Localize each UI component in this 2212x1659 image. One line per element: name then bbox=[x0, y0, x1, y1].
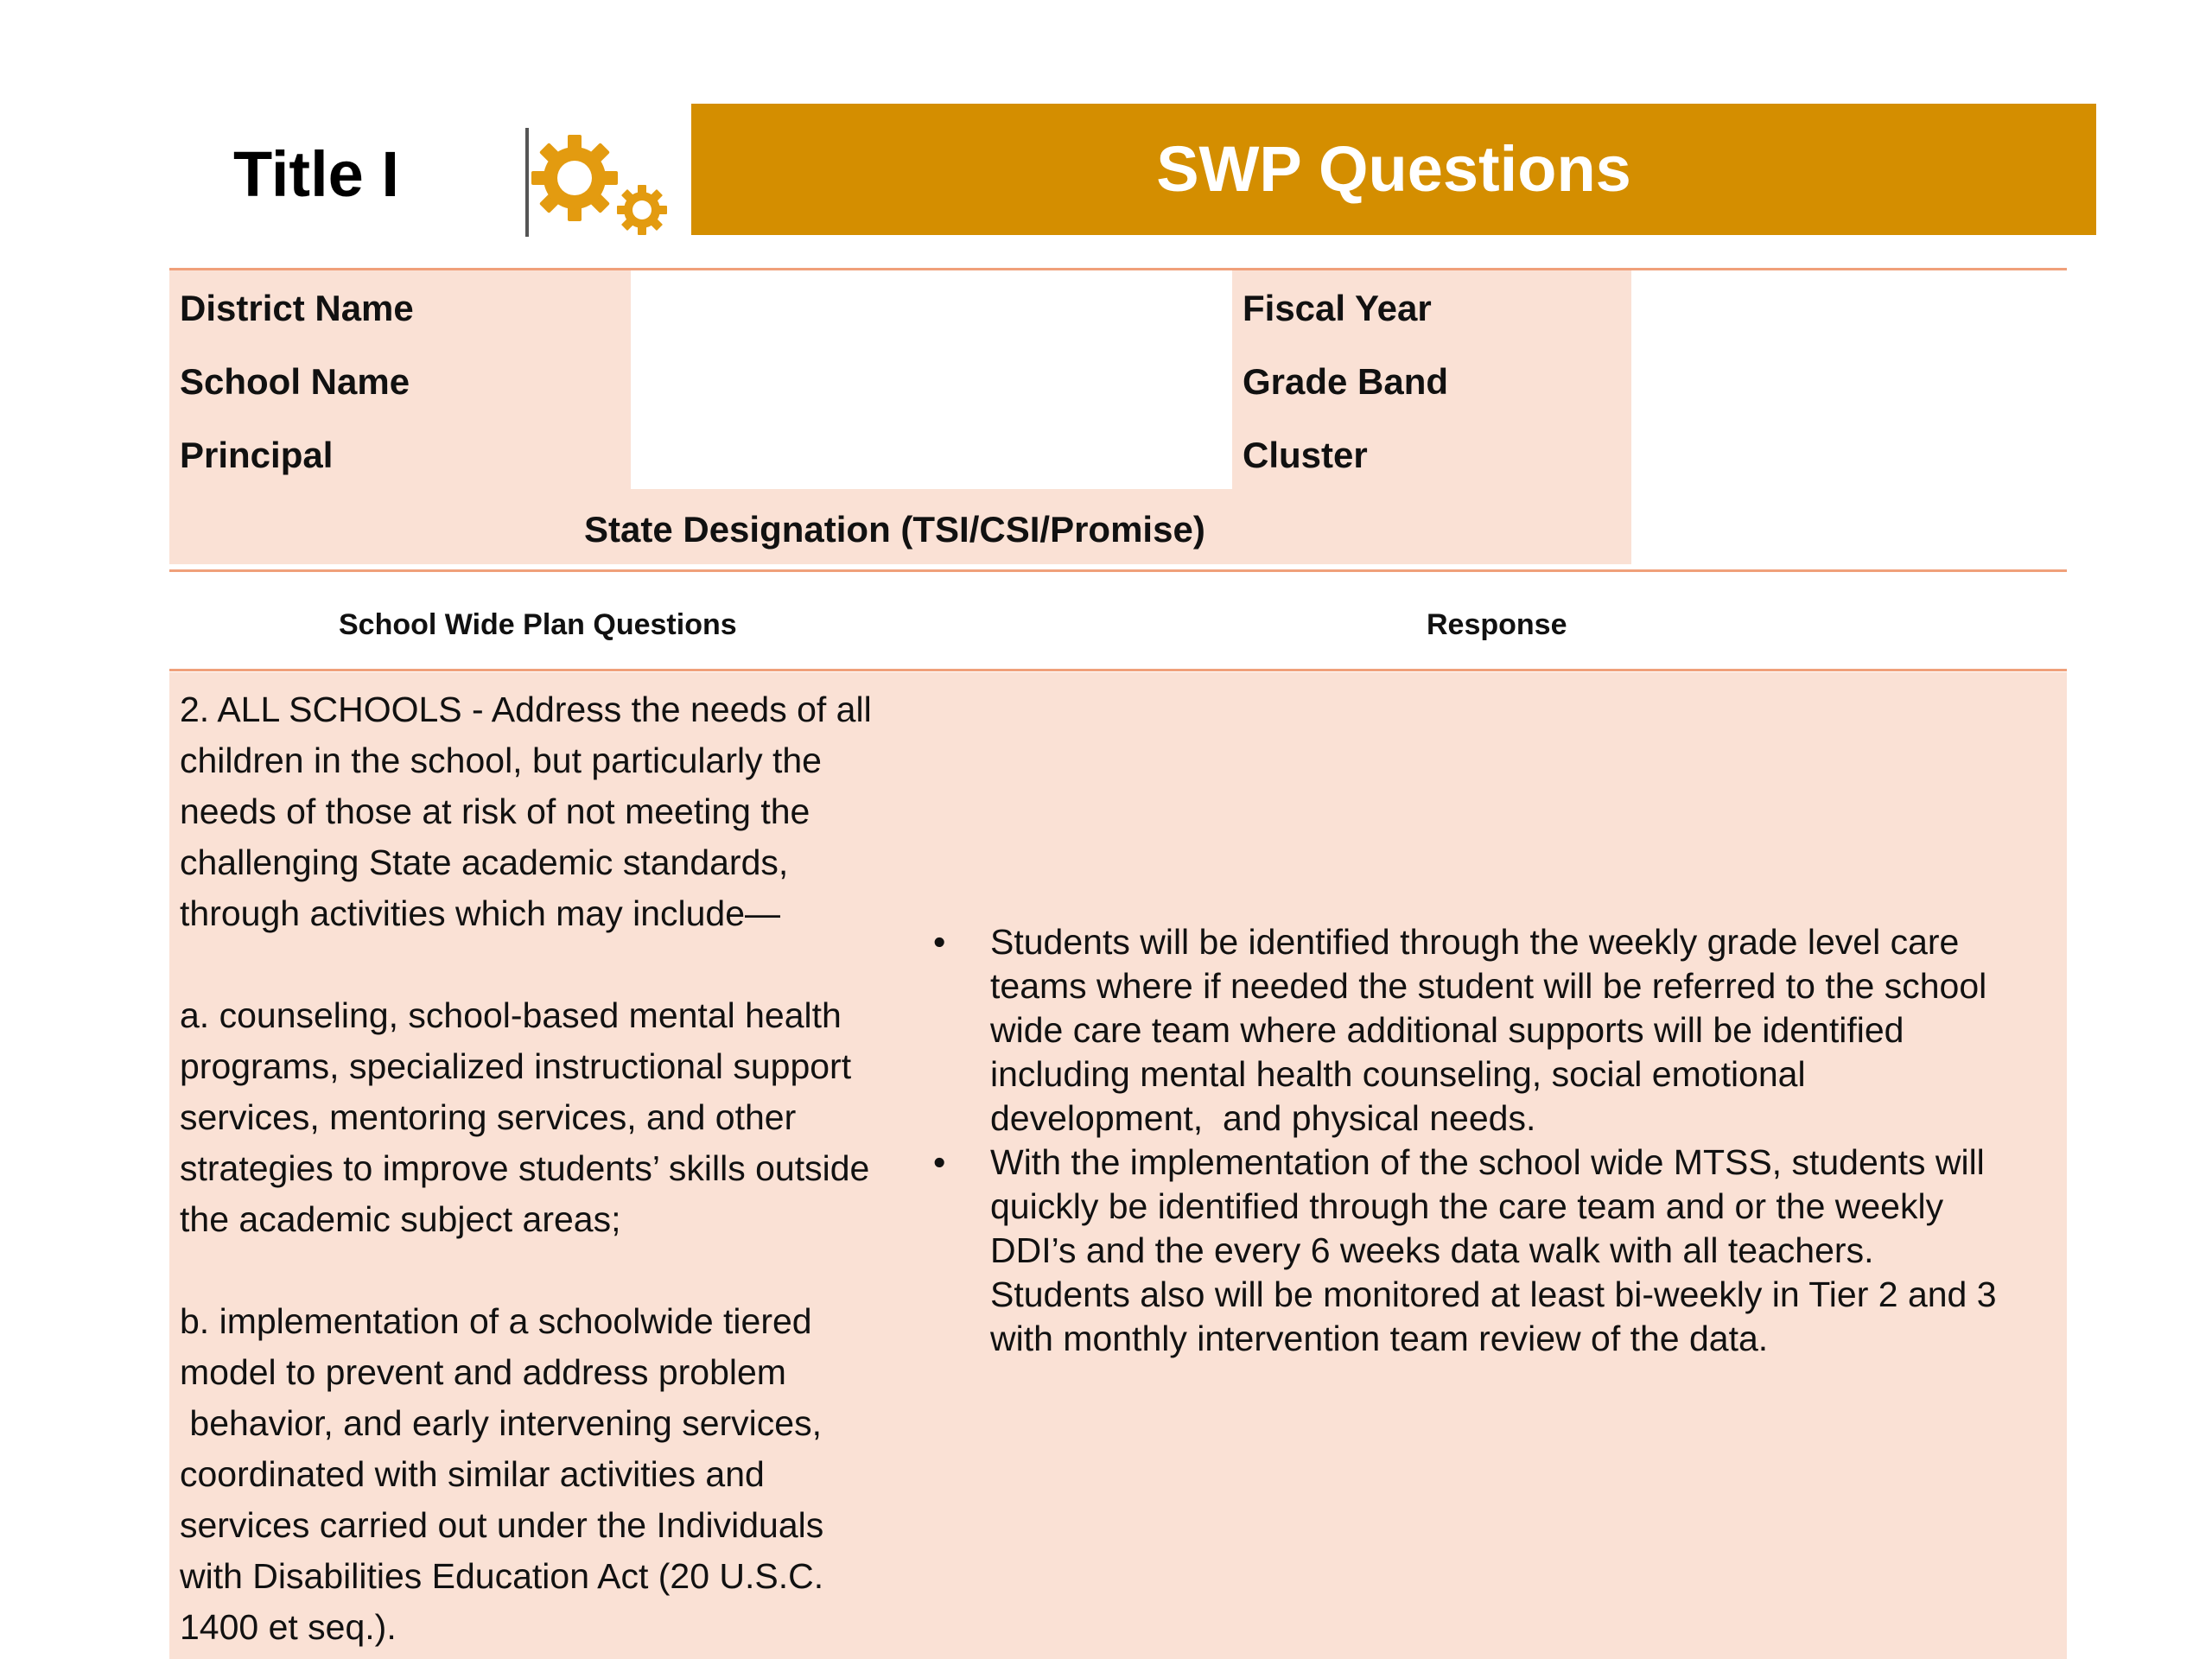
banner-title: SWP Questions bbox=[1156, 133, 1631, 205]
response-bullet-item bbox=[933, 1141, 2056, 1361]
question-line: behavior, and early intervening services, bbox=[180, 1403, 822, 1443]
question-line: model to prevent and address problem bbox=[180, 1352, 786, 1392]
question-line: coordinated with similar activities and bbox=[180, 1454, 765, 1494]
question-line: children in the school, but particularly the bbox=[180, 741, 822, 780]
title-banner bbox=[691, 104, 2096, 235]
question-line: needs of those at risk of not meeting the bbox=[180, 791, 810, 831]
question-line: through activities which may include— bbox=[180, 893, 781, 933]
question-line: challenging State academic standards, bbox=[180, 842, 789, 882]
question-line: with Disabilities Education Act (20 U.S.C. bbox=[180, 1556, 824, 1596]
info-bottom-rule bbox=[169, 569, 2067, 572]
school-info-value-area bbox=[631, 270, 1232, 489]
principal-label: Principal bbox=[180, 435, 334, 475]
question-line: services carried out under the Individuals bbox=[180, 1505, 824, 1545]
question-line: strategies to improve students’ skills outside bbox=[180, 1148, 870, 1188]
response-line: quickly be identified through the care team and or the weekly bbox=[990, 1186, 1944, 1226]
question-line: b. implementation of a schoolwide tiered bbox=[180, 1301, 812, 1341]
grade-band-label: Grade Band bbox=[1243, 361, 1449, 402]
district-name-label: District Name bbox=[180, 288, 414, 328]
response-line: Students will be identified through the weekly grade level care bbox=[990, 922, 1960, 962]
header-bottom-rule bbox=[169, 669, 2067, 671]
question-line: programs, specialized instructional support bbox=[180, 1046, 852, 1086]
gears-icon bbox=[523, 128, 670, 238]
question-line: services, mentoring services, and other bbox=[180, 1097, 797, 1137]
school-name-label: School Name bbox=[180, 361, 410, 402]
question-line: 1400 et seq.). bbox=[180, 1607, 397, 1647]
state-designation-label: State Designation (TSI/CSI/Promise) bbox=[584, 509, 1205, 550]
response-column-header: Response bbox=[1427, 608, 1567, 641]
response-line: wide care team where additional supports will be identified bbox=[990, 1010, 1904, 1050]
fiscal-year-label: Fiscal Year bbox=[1243, 288, 1432, 328]
response-line: Students also will be monitored at least bi-weekly in Tier 2 and 3 bbox=[990, 1274, 1997, 1314]
questions-column-header: School Wide Plan Questions bbox=[339, 608, 737, 641]
response-text bbox=[933, 920, 2056, 1361]
small-gear-icon bbox=[617, 185, 667, 235]
response-line: development, and physical needs. bbox=[990, 1098, 1536, 1138]
response-line: With the implementation of the school wide MTSS, students will bbox=[990, 1142, 1985, 1182]
logo-title: Title I bbox=[233, 138, 399, 210]
large-gear-icon bbox=[531, 135, 618, 221]
question-line: the academic subject areas; bbox=[180, 1199, 621, 1239]
response-line: teams where if needed the student will be referred to the school bbox=[990, 966, 1987, 1006]
response-bullet-item bbox=[933, 920, 2056, 1141]
bullet-icon: • bbox=[933, 1142, 946, 1182]
response-line: including mental health counseling, social emotional bbox=[990, 1054, 1806, 1094]
response-line: DDI’s and the every 6 weeks data walk with all teachers. bbox=[990, 1230, 1874, 1270]
cluster-label: Cluster bbox=[1243, 435, 1368, 475]
bullet-icon: • bbox=[933, 922, 946, 962]
question-line: 2. ALL SCHOOLS - Address the needs of all bbox=[180, 690, 872, 729]
question-line: a. counseling, school-based mental health bbox=[180, 995, 842, 1035]
response-line: with monthly intervention team review of the data. bbox=[990, 1319, 1769, 1358]
question-text bbox=[180, 684, 940, 1653]
